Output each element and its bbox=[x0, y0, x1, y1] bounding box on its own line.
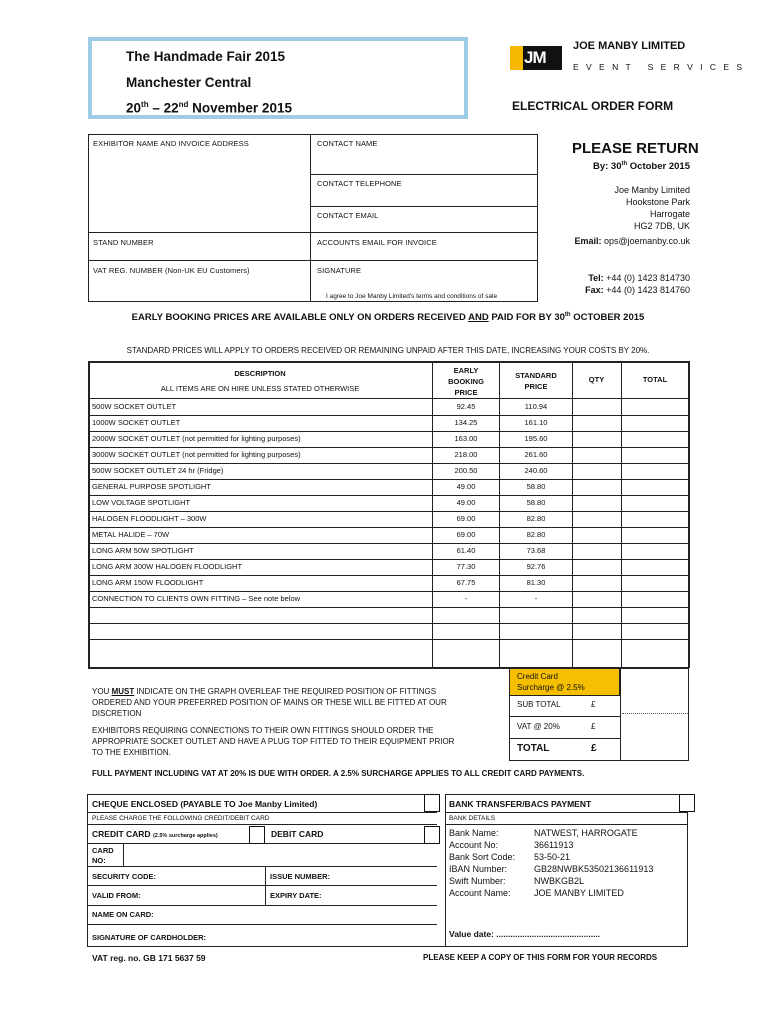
table-row bbox=[88, 559, 688, 575]
col-qty: QTY bbox=[588, 375, 605, 384]
bank-detail-value: 53-50-21 bbox=[534, 852, 571, 862]
contact-telephone-field[interactable]: CONTACT TELEPHONE bbox=[317, 179, 402, 188]
table-row bbox=[88, 415, 688, 431]
item-description: CONNECTION TO CLIENTS OWN FITTING – See note below bbox=[92, 594, 301, 603]
table-row bbox=[88, 431, 688, 447]
bank-detail-label: Account Name: bbox=[449, 888, 511, 898]
item-qty-input[interactable] bbox=[573, 513, 621, 525]
item-qty-input[interactable] bbox=[573, 481, 621, 493]
exhibitor-field[interactable]: EXHIBITOR NAME AND INVOICE ADDRESS bbox=[93, 139, 249, 148]
total-label: TOTAL bbox=[517, 743, 550, 754]
subtotal-currency: £ bbox=[591, 700, 596, 709]
cheque-checkbox[interactable] bbox=[424, 794, 440, 812]
table-row bbox=[88, 623, 688, 639]
bank-details-label: BANK DETAILS bbox=[449, 815, 496, 822]
item-qty-input[interactable] bbox=[573, 497, 621, 509]
item-description: LOW VOLTAGE SPOTLIGHT bbox=[92, 498, 191, 507]
col-description: DESCRIPTION bbox=[234, 369, 286, 378]
keep-copy-note: PLEASE KEEP A COPY OF THIS FORM FOR YOUR RECORDS bbox=[423, 953, 658, 962]
item-qty-input[interactable] bbox=[573, 417, 621, 429]
please-return-title: PLEASE RETURN bbox=[572, 140, 699, 157]
item-description: LONG ARM 300W HALOGEN FLOODLIGHT bbox=[92, 562, 243, 571]
item-qty-input[interactable] bbox=[573, 561, 621, 573]
vat-registration: VAT reg. no. GB 171 5637 59 bbox=[92, 953, 206, 963]
item-qty-input[interactable] bbox=[573, 433, 621, 445]
cardholder-signature-field[interactable]: SIGNATURE OF CARDHOLDER: bbox=[92, 933, 207, 942]
company-logo: JM bbox=[510, 46, 562, 70]
item-description: LONG ARM 150W FLOODLIGHT bbox=[92, 578, 204, 587]
event-dates: 20th – 22nd November 2015 bbox=[126, 100, 292, 116]
col-early-price: EARLY BOOKING PRICE bbox=[448, 366, 484, 397]
charge-card-label: PLEASE CHARGE THE FOLLOWING CREDIT/DEBIT CARD bbox=[92, 815, 270, 822]
event-venue: Manchester Central bbox=[126, 75, 252, 90]
table-row bbox=[88, 527, 688, 543]
bank-detail-label: Account No: bbox=[449, 840, 499, 850]
own-fittings-note: EXHIBITORS REQUIRING CONNECTIONS TO THEIR OWN FITTINGS SHOULD ORDER THE APPROPRIATE SOCKET OUTLET AND HAVE A PLUG TOP FITTED TO THEIR EQUIPMENT PRIOR TO THE EXHIBITION. bbox=[92, 726, 455, 757]
bank-detail-value: NWBKGB2L bbox=[534, 876, 585, 886]
item-early-price: 69.00 bbox=[456, 514, 476, 523]
item-standard-price: 82.80 bbox=[526, 514, 546, 523]
table-row bbox=[88, 639, 688, 655]
bank-detail-value: GB28NWBK53502136611913 bbox=[534, 864, 654, 874]
item-standard-price: 58.80 bbox=[526, 498, 546, 507]
contact-email-field[interactable]: CONTACT EMAIL bbox=[317, 211, 379, 220]
return-address: Joe Manby Limited Hookstone Park Harrogate HG2 7DB, UK bbox=[614, 185, 690, 231]
bank-detail-value: JOE MANBY LIMITED bbox=[534, 888, 624, 898]
item-qty-input[interactable] bbox=[573, 465, 621, 477]
item-early-price: 49.00 bbox=[456, 482, 476, 491]
return-tel: Tel: +44 (0) 1423 814730 bbox=[588, 273, 690, 283]
item-description: HALOGEN FLOODLIGHT – 300W bbox=[92, 514, 207, 523]
item-early-price: 92.45 bbox=[456, 402, 476, 411]
standard-price-notice: STANDARD PRICES WILL APPLY TO ORDERS RECEIVED OR REMAINING UNPAID AFTER THIS DATE, INCREASING YOUR COSTS BY 20%. bbox=[126, 346, 650, 355]
bank-detail-label: Bank Sort Code: bbox=[449, 852, 516, 862]
security-code-field[interactable]: SECURITY CODE: bbox=[92, 872, 157, 881]
credit-card-option: CREDIT CARD (2.5% surcharge applies) bbox=[92, 829, 218, 839]
table-row bbox=[88, 399, 688, 415]
item-description: LONG ARM 50W SPOTLIGHT bbox=[92, 546, 194, 555]
col-description-sub: ALL ITEMS ARE ON HIRE UNLESS STATED OTHERWISE bbox=[160, 384, 360, 393]
credit-card-checkbox[interactable] bbox=[249, 826, 265, 844]
contact-name-field[interactable]: CONTACT NAME bbox=[317, 139, 378, 148]
item-description: 3000W SOCKET OUTLET (not permitted for lighting purposes) bbox=[92, 450, 301, 459]
item-description: 1000W SOCKET OUTLET bbox=[92, 418, 181, 427]
company-tagline: E V E N T S E R V I C E S bbox=[573, 62, 745, 72]
card-number-field[interactable]: CARD NO: bbox=[92, 846, 114, 865]
return-deadline: By: 30th October 2015 bbox=[592, 161, 690, 173]
vat-label: VAT @ 20% bbox=[517, 722, 560, 731]
issue-number-field[interactable]: ISSUE NUMBER: bbox=[270, 872, 331, 881]
bank-detail-value: NATWEST, HARROGATE bbox=[534, 828, 638, 838]
bank-transfer-label: BANK TRANSFER/BACS PAYMENT bbox=[449, 799, 592, 809]
bank-detail-label: Swift Number: bbox=[449, 876, 506, 886]
expiry-date-field[interactable]: EXPIRY DATE: bbox=[270, 891, 322, 900]
item-standard-price: 73.68 bbox=[526, 546, 546, 555]
early-booking-notice: EARLY BOOKING PRICES ARE AVAILABLE ONLY ON ORDERS RECEIVED AND PAID FOR BY 30th OCTOBER 2015 bbox=[131, 312, 645, 324]
item-qty-input[interactable] bbox=[573, 593, 621, 605]
item-standard-price: 110.94 bbox=[524, 402, 548, 411]
valid-from-field[interactable]: VALID FROM: bbox=[92, 891, 141, 900]
item-standard-price: 261.60 bbox=[524, 450, 548, 459]
item-standard-price: 82.80 bbox=[526, 530, 546, 539]
total-currency: £ bbox=[591, 743, 597, 754]
bank-detail-label: Bank Name: bbox=[449, 828, 499, 838]
bank-detail-value: 36611913 bbox=[534, 840, 574, 850]
item-qty-input[interactable] bbox=[573, 449, 621, 461]
table-row bbox=[88, 607, 688, 623]
debit-card-option: DEBIT CARD bbox=[271, 829, 324, 839]
item-qty-input[interactable] bbox=[573, 577, 621, 589]
item-qty-input[interactable] bbox=[573, 625, 621, 637]
vat-reg-field[interactable]: VAT REG. NUMBER (Non-UK EU Customers) bbox=[93, 266, 250, 275]
item-early-price: 67.75 bbox=[456, 578, 476, 587]
item-standard-price: 195.60 bbox=[524, 434, 548, 443]
item-early-price: 49.00 bbox=[456, 498, 476, 507]
terms-agreement: I agree to Joe Manby Limited's terms and conditions of sale bbox=[326, 293, 498, 300]
item-description: 500W SOCKET OUTLET 24 hr (Fridge) bbox=[92, 466, 224, 475]
item-qty-input[interactable] bbox=[573, 609, 621, 621]
item-standard-price: - bbox=[534, 594, 538, 603]
cheque-label: CHEQUE ENCLOSED (PAYABLE TO Joe Manby Limited) bbox=[92, 799, 318, 809]
item-standard-price: 240.60 bbox=[524, 466, 548, 475]
item-standard-price: 161.10 bbox=[524, 418, 548, 427]
subtotal-label: SUB TOTAL bbox=[517, 700, 561, 709]
item-standard-price: 92.76 bbox=[526, 562, 546, 571]
signature-field[interactable]: SIGNATURE bbox=[317, 266, 362, 275]
full-payment-note: FULL PAYMENT INCLUDING VAT AT 20% IS DUE WITH ORDER. A 2.5% SURCHARGE APPLIES TO ALL CREDIT CARD PAYMENTS. bbox=[92, 769, 585, 778]
surcharge-box: Credit Card Surcharge @ 2.5% bbox=[509, 668, 620, 696]
item-description: 500W SOCKET OUTLET bbox=[92, 402, 177, 411]
table-row bbox=[88, 463, 688, 479]
accounts-email-field[interactable]: ACCOUNTS EMAIL FOR INVOICE bbox=[317, 238, 437, 247]
return-fax: Fax: +44 (0) 1423 814760 bbox=[585, 285, 690, 295]
form-title: ELECTRICAL ORDER FORM bbox=[512, 99, 674, 113]
item-description: GENERAL PURPOSE SPOTLIGHT bbox=[92, 482, 211, 491]
bank-transfer-checkbox[interactable] bbox=[679, 794, 695, 812]
table-row bbox=[88, 575, 688, 591]
table-row bbox=[88, 511, 688, 527]
name-on-card-field[interactable]: NAME ON CARD: bbox=[92, 910, 154, 919]
fittings-note: YOU MUST INDICATE ON THE GRAPH OVERLEAF THE REQUIRED POSITION OF FITTINGS ORDERED AND YOUR PREFERRED POSITION OF MAINS OR THESE WILL BE FITTED AT OUR DISCRETION bbox=[92, 687, 447, 718]
item-qty-input[interactable] bbox=[573, 641, 621, 653]
table-row bbox=[88, 543, 688, 559]
event-name: The Handmade Fair 2015 bbox=[126, 49, 286, 64]
vat-currency: £ bbox=[591, 722, 596, 731]
table-row bbox=[88, 591, 688, 607]
item-qty-input[interactable] bbox=[573, 529, 621, 541]
item-early-price: 218.00 bbox=[454, 450, 478, 459]
col-total: TOTAL bbox=[642, 375, 668, 384]
value-date: Value date: ............................................ bbox=[449, 929, 601, 939]
item-standard-price: 58.80 bbox=[526, 482, 546, 491]
stand-number-field[interactable]: STAND NUMBER bbox=[93, 238, 154, 247]
bank-detail-label: IBAN Number: bbox=[449, 864, 508, 874]
item-early-price: 77.30 bbox=[456, 562, 476, 571]
item-description: 2000W SOCKET OUTLET (not permitted for lighting purposes) bbox=[92, 434, 301, 443]
debit-card-checkbox[interactable] bbox=[424, 826, 440, 844]
item-standard-price: 81.30 bbox=[526, 578, 546, 587]
return-email: Email: ops@joemanby.co.uk bbox=[574, 236, 690, 246]
item-early-price: 163.00 bbox=[454, 434, 478, 443]
item-early-price: 69.00 bbox=[456, 530, 476, 539]
item-early-price: 200.50 bbox=[454, 466, 478, 475]
item-description: METAL HALIDE – 70W bbox=[92, 530, 170, 539]
event-header-box bbox=[88, 37, 468, 119]
item-early-price: - bbox=[464, 594, 468, 603]
item-early-price: 134.25 bbox=[454, 418, 478, 427]
item-qty-input[interactable] bbox=[573, 545, 621, 557]
item-early-price: 61.40 bbox=[456, 546, 476, 555]
table-row bbox=[88, 495, 688, 511]
table-row bbox=[88, 447, 688, 463]
company-name: JOE MANBY LIMITED bbox=[573, 40, 686, 52]
table-row bbox=[88, 479, 688, 495]
col-standard-price: STANDARD PRICE bbox=[515, 371, 557, 391]
item-qty-input[interactable] bbox=[573, 401, 621, 413]
